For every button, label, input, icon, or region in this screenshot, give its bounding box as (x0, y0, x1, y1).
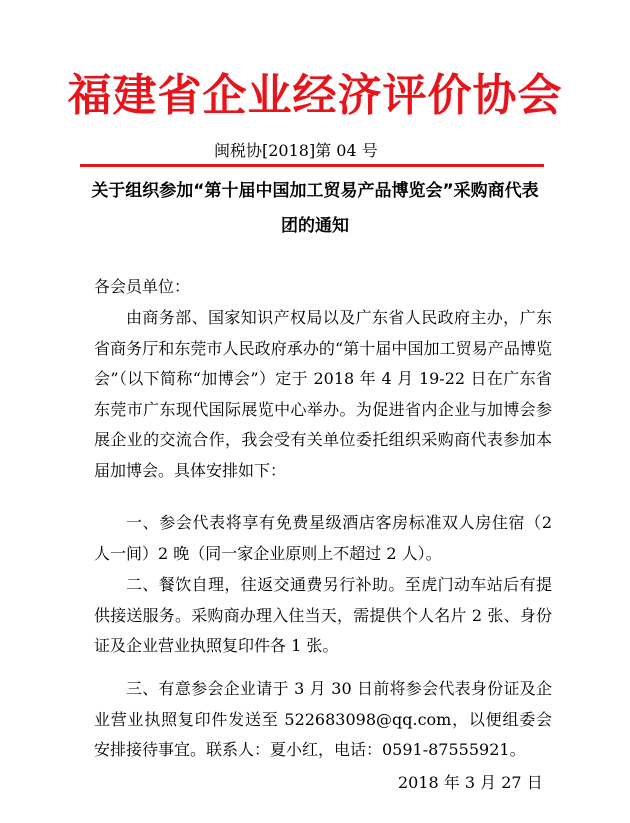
document-number: 闽税协[2018]第 04 号 (214, 141, 378, 160)
paragraph-item-3: 三、有意参会企业请于 3 月 30 日前将参会代表身份证及企业营业执照复印件发送至 522683098@qq.com，以便组委会安排接待事宜。联系人：夏小红，电话：0591-87555921。 (94, 679, 552, 759)
paragraph-item-2: 二、餐饮自理，往返交通费另行补助。至虎门动车站后有提供接送服务。采购商办理入住当天，需提供个人名片 2 张、身份证及企业营业执照复印件各 1 张。 (94, 575, 552, 655)
salutation: 各会员单位： (94, 277, 191, 296)
issue-date: 2018 年 3 月 27 日 (398, 773, 543, 792)
notice-title: 关于组织参加“第十届中国加工贸易产品博览会”采购商代表团的通知 (91, 181, 539, 236)
paragraph-item-1: 一、参会代表将享有免费星级酒店客房标准双人房住宿（2 人一间）2 晚（同一家企业原则上不超过 2 人）。 (94, 513, 552, 563)
organization-title: 福建省企业经济评价协会 (67, 70, 563, 121)
paragraph-intro: 由商务部、国家知识产权局以及广东省人民政府主办，广东省商务厅和东莞市人民政府承办的“第十届中国加工贸易产品博览会”（以下简称“加博会”）定于 2018 年 4 月 19-22 日在广东省东莞市广东现代国际展览中心举办。为促进省内企业与加博会参展企业的交流合作，我会受有关单位委托组织采购商代表参加本届加博会。具体安排如下： (94, 308, 552, 480)
red-divider-line (80, 164, 544, 167)
